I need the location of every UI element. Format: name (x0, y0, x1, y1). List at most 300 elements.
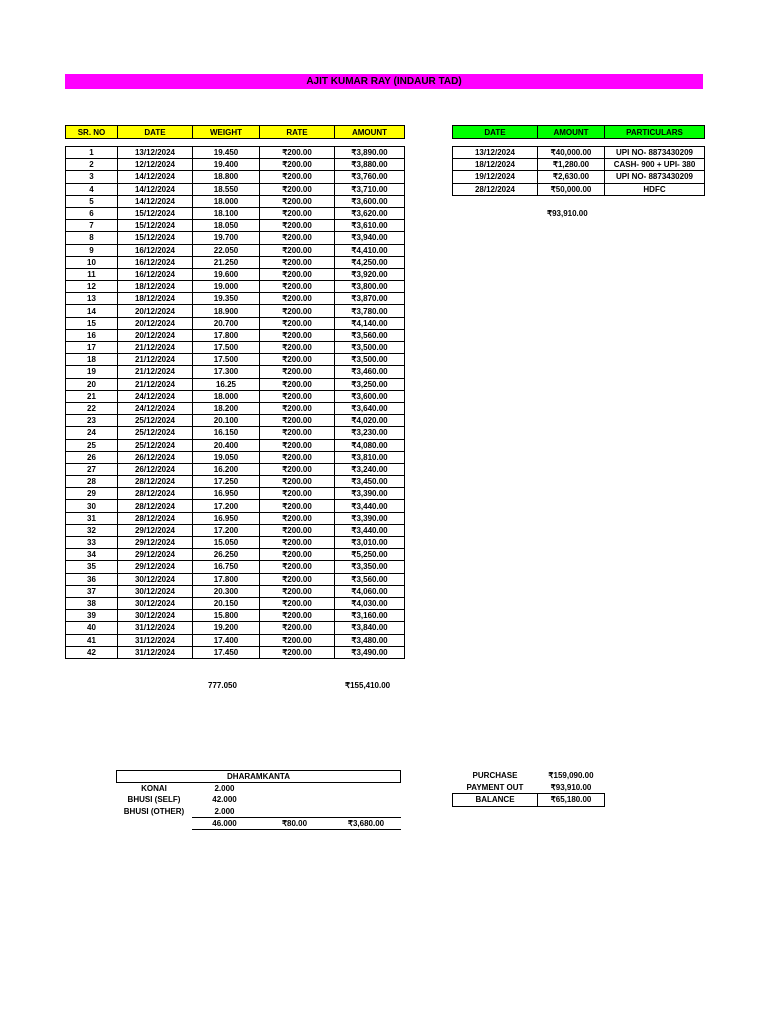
weight-cell: 17.200 (193, 500, 260, 512)
date-cell: 30/12/2024 (118, 573, 193, 585)
balance-value: ₹65,180.00 (538, 794, 605, 807)
rate-cell: ₹200.00 (260, 232, 335, 244)
amount-cell: ₹3,240.00 (335, 463, 405, 475)
rate-cell: ₹200.00 (260, 281, 335, 293)
dharamkanta-table (116, 770, 401, 830)
weight-cell: 17.500 (193, 342, 260, 354)
rate-cell: ₹200.00 (260, 427, 335, 439)
table-row (66, 183, 405, 195)
table-row (66, 232, 405, 244)
pay-date-cell: 28/12/2024 (453, 183, 538, 195)
total-amount: ₹155,410.00 (345, 681, 391, 690)
pay-date-cell: 18/12/2024 (453, 159, 538, 171)
date-cell: 24/12/2024 (118, 390, 193, 402)
header-sr-no: SR. NO (66, 126, 118, 139)
amount-cell: ₹3,440.00 (335, 500, 405, 512)
sr-no-cell: 17 (66, 342, 118, 354)
amount-cell: ₹4,030.00 (335, 597, 405, 609)
amount-cell: ₹3,250.00 (335, 378, 405, 390)
sr-no-cell: 35 (66, 561, 118, 573)
sr-no-cell: 30 (66, 500, 118, 512)
weight-cell: 17.500 (193, 354, 260, 366)
amount-cell: ₹3,640.00 (335, 402, 405, 414)
weight-cell: 16.950 (193, 512, 260, 524)
table-row (66, 512, 405, 524)
amount-cell: ₹3,800.00 (335, 281, 405, 293)
amount-cell: ₹4,060.00 (335, 585, 405, 597)
sr-no-cell: 34 (66, 549, 118, 561)
table-row (66, 256, 405, 268)
sr-no-cell: 15 (66, 317, 118, 329)
sr-no-cell: 16 (66, 329, 118, 341)
header-date: DATE (118, 126, 193, 139)
date-cell: 21/12/2024 (118, 366, 193, 378)
amount-cell: ₹3,390.00 (335, 488, 405, 500)
weight-cell: 26.250 (193, 549, 260, 561)
sr-no-cell: 20 (66, 378, 118, 390)
weight-cell: 20.300 (193, 585, 260, 597)
table-row (66, 561, 405, 573)
weight-cell: 15.800 (193, 610, 260, 622)
date-cell: 14/12/2024 (118, 183, 193, 195)
rate-cell: ₹200.00 (260, 561, 335, 573)
sr-no-cell: 31 (66, 512, 118, 524)
amount-cell: ₹3,810.00 (335, 451, 405, 463)
rate-cell: ₹200.00 (260, 390, 335, 402)
amount-cell: ₹3,500.00 (335, 342, 405, 354)
date-cell: 15/12/2024 (118, 220, 193, 232)
weight-cell: 19.400 (193, 159, 260, 171)
weight-cell: 19.350 (193, 293, 260, 305)
payment-row (453, 171, 705, 183)
table-row (66, 220, 405, 232)
weight-cell: 19.200 (193, 622, 260, 634)
table-row (66, 573, 405, 585)
sr-no-cell: 41 (66, 634, 118, 646)
table-row (66, 463, 405, 475)
dk-total: 46.000 (192, 817, 258, 829)
rate-cell: ₹200.00 (260, 159, 335, 171)
table-row (66, 622, 405, 634)
date-cell: 18/12/2024 (118, 281, 193, 293)
total-weight: 777.050 (208, 681, 237, 690)
date-cell: 26/12/2024 (118, 463, 193, 475)
date-cell: 29/12/2024 (118, 549, 193, 561)
rate-cell: ₹200.00 (260, 500, 335, 512)
dk-value: 2.000 (214, 806, 235, 816)
pay-particulars-cell: HDFC (605, 183, 705, 195)
weight-cell: 19.600 (193, 268, 260, 280)
sr-no-cell: 3 (66, 171, 118, 183)
sr-no-cell: 4 (66, 183, 118, 195)
amount-cell: ₹4,080.00 (335, 439, 405, 451)
rate-cell: ₹200.00 (260, 451, 335, 463)
weight-cell: 20.700 (193, 317, 260, 329)
rate-cell: ₹200.00 (260, 342, 335, 354)
date-cell: 21/12/2024 (118, 378, 193, 390)
weight-cell: 18.050 (193, 220, 260, 232)
weight-cell: 17.200 (193, 524, 260, 536)
weight-cell: 17.800 (193, 329, 260, 341)
dk-amount: ₹3,680.00 (332, 817, 401, 829)
sr-no-cell: 21 (66, 390, 118, 402)
sr-no-cell: 33 (66, 537, 118, 549)
pay-header-particulars: PARTICULARS (605, 126, 705, 139)
sr-no-cell: 8 (66, 232, 118, 244)
rate-cell: ₹200.00 (260, 256, 335, 268)
sr-no-cell: 6 (66, 207, 118, 219)
date-cell: 28/12/2024 (118, 476, 193, 488)
date-cell: 12/12/2024 (118, 159, 193, 171)
sr-no-cell: 12 (66, 281, 118, 293)
date-cell: 16/12/2024 (118, 244, 193, 256)
dk-label: BHUSI (OTHER) (123, 806, 185, 816)
amount-cell: ₹3,940.00 (335, 232, 405, 244)
balance-label: BALANCE (453, 794, 538, 807)
weight-cell: 17.250 (193, 476, 260, 488)
date-cell: 25/12/2024 (118, 427, 193, 439)
rate-cell: ₹200.00 (260, 537, 335, 549)
rate-cell: ₹200.00 (260, 366, 335, 378)
rate-cell: ₹200.00 (260, 220, 335, 232)
table-row (66, 244, 405, 256)
sr-no-cell: 36 (66, 573, 118, 585)
date-cell: 16/12/2024 (118, 256, 193, 268)
table-row (66, 281, 405, 293)
sr-no-cell: 18 (66, 354, 118, 366)
table-row (66, 427, 405, 439)
date-cell: 31/12/2024 (118, 646, 193, 658)
pay-amount-cell: ₹1,280.00 (538, 159, 605, 171)
weight-cell: 18.000 (193, 390, 260, 402)
weight-cell: 19.050 (193, 451, 260, 463)
weight-cell: 19.700 (193, 232, 260, 244)
pay-amount-cell: ₹2,630.00 (538, 171, 605, 183)
date-cell: 28/12/2024 (118, 488, 193, 500)
table-row (66, 597, 405, 609)
pay-amount-cell: ₹50,000.00 (538, 183, 605, 195)
payment-row (453, 183, 705, 195)
date-cell: 20/12/2024 (118, 305, 193, 317)
amount-cell: ₹3,230.00 (335, 427, 405, 439)
amount-cell: ₹3,480.00 (335, 634, 405, 646)
sr-no-cell: 32 (66, 524, 118, 536)
date-cell: 21/12/2024 (118, 354, 193, 366)
dk-label: BHUSI (SELF) (127, 795, 181, 805)
table-row (66, 646, 405, 658)
payments-table-header (452, 125, 705, 139)
weight-cell: 17.300 (193, 366, 260, 378)
rate-cell: ₹200.00 (260, 378, 335, 390)
rate-cell: ₹200.00 (260, 634, 335, 646)
rate-cell: ₹200.00 (260, 171, 335, 183)
table-row (66, 476, 405, 488)
weight-cell: 17.400 (193, 634, 260, 646)
rate-cell: ₹200.00 (260, 549, 335, 561)
weight-cell: 16.200 (193, 463, 260, 475)
table-row (66, 293, 405, 305)
amount-cell: ₹3,920.00 (335, 268, 405, 280)
table-row (66, 451, 405, 463)
purchase-table (65, 146, 405, 659)
sr-no-cell: 39 (66, 610, 118, 622)
dk-value: 2.000 (214, 784, 235, 794)
weight-cell: 16.150 (193, 427, 260, 439)
weight-cell: 22.050 (193, 244, 260, 256)
amount-cell: ₹3,450.00 (335, 476, 405, 488)
dk-value: 42.000 (212, 795, 237, 805)
amount-cell: ₹4,140.00 (335, 317, 405, 329)
rate-cell: ₹200.00 (260, 524, 335, 536)
date-cell: 14/12/2024 (118, 171, 193, 183)
weight-cell: 20.400 (193, 439, 260, 451)
header-weight: WEIGHT (193, 126, 260, 139)
sr-no-cell: 11 (66, 268, 118, 280)
amount-cell: ₹3,560.00 (335, 573, 405, 585)
payment-out-value: ₹93,910.00 (550, 782, 592, 792)
weight-cell: 18.100 (193, 207, 260, 219)
pay-amount-cell: ₹40,000.00 (538, 147, 605, 159)
weight-cell: 16.950 (193, 488, 260, 500)
purchase-value: ₹159,090.00 (548, 771, 594, 781)
amount-cell: ₹3,350.00 (335, 561, 405, 573)
table-row (66, 317, 405, 329)
date-cell: 21/12/2024 (118, 342, 193, 354)
sr-no-cell: 22 (66, 402, 118, 414)
sr-no-cell: 37 (66, 585, 118, 597)
amount-cell: ₹3,600.00 (335, 195, 405, 207)
table-row (66, 354, 405, 366)
date-cell: 16/12/2024 (118, 268, 193, 280)
date-cell: 20/12/2024 (118, 317, 193, 329)
date-cell: 30/12/2024 (118, 597, 193, 609)
date-cell: 31/12/2024 (118, 634, 193, 646)
pay-header-date: DATE (453, 126, 538, 139)
rate-cell: ₹200.00 (260, 402, 335, 414)
table-row (66, 500, 405, 512)
date-cell: 24/12/2024 (118, 402, 193, 414)
table-row (66, 488, 405, 500)
amount-cell: ₹3,890.00 (335, 147, 405, 159)
sr-no-cell: 5 (66, 195, 118, 207)
table-row (66, 402, 405, 414)
payment-row (453, 147, 705, 159)
payment-row (453, 159, 705, 171)
rate-cell: ₹200.00 (260, 585, 335, 597)
weight-cell: 15.050 (193, 537, 260, 549)
date-cell: 28/12/2024 (118, 512, 193, 524)
weight-cell: 20.150 (193, 597, 260, 609)
date-cell: 26/12/2024 (118, 451, 193, 463)
table-row (66, 524, 405, 536)
sr-no-cell: 10 (66, 256, 118, 268)
amount-cell: ₹4,410.00 (335, 244, 405, 256)
rate-cell: ₹200.00 (260, 268, 335, 280)
rate-cell: ₹200.00 (260, 597, 335, 609)
weight-cell: 19.000 (193, 281, 260, 293)
weight-cell: 17.450 (193, 646, 260, 658)
amount-cell: ₹3,560.00 (335, 329, 405, 341)
amount-cell: ₹3,620.00 (335, 207, 405, 219)
amount-cell: ₹3,870.00 (335, 293, 405, 305)
date-cell: 30/12/2024 (118, 585, 193, 597)
amount-cell: ₹3,460.00 (335, 366, 405, 378)
amount-cell: ₹3,880.00 (335, 159, 405, 171)
table-row (66, 171, 405, 183)
pay-particulars-cell: UPI NO- 8873430209 (605, 147, 705, 159)
amount-cell: ₹3,760.00 (335, 171, 405, 183)
table-row (66, 610, 405, 622)
date-cell: 15/12/2024 (118, 207, 193, 219)
table-row (66, 390, 405, 402)
date-cell: 31/12/2024 (118, 622, 193, 634)
rate-cell: ₹200.00 (260, 622, 335, 634)
table-row (66, 207, 405, 219)
table-row (66, 147, 405, 159)
dk-label: KONAI (141, 784, 167, 794)
payment-out-label: PAYMENT OUT (466, 782, 524, 792)
dharamkanta-title: DHARAMKANTA (117, 771, 401, 783)
table-row (66, 329, 405, 341)
table-row (66, 415, 405, 427)
amount-cell: ₹3,440.00 (335, 524, 405, 536)
rate-cell: ₹200.00 (260, 488, 335, 500)
date-cell: 28/12/2024 (118, 500, 193, 512)
weight-cell: 18.900 (193, 305, 260, 317)
date-cell: 25/12/2024 (118, 439, 193, 451)
pay-particulars-cell: CASH- 900 + UPI- 380 (605, 159, 705, 171)
rate-cell: ₹200.00 (260, 476, 335, 488)
weight-cell: 18.000 (193, 195, 260, 207)
amount-cell: ₹3,600.00 (335, 390, 405, 402)
pay-header-amount: AMOUNT (538, 126, 605, 139)
sr-no-cell: 26 (66, 451, 118, 463)
sr-no-cell: 25 (66, 439, 118, 451)
weight-cell: 21.250 (193, 256, 260, 268)
rate-cell: ₹200.00 (260, 147, 335, 159)
rate-cell: ₹200.00 (260, 463, 335, 475)
date-cell: 18/12/2024 (118, 293, 193, 305)
amount-cell: ₹3,490.00 (335, 646, 405, 658)
sr-no-cell: 9 (66, 244, 118, 256)
pay-particulars-cell: UPI NO- 8873430209 (605, 171, 705, 183)
sr-no-cell: 19 (66, 366, 118, 378)
amount-cell: ₹5,250.00 (335, 549, 405, 561)
purchase-label: PURCHASE (472, 771, 518, 781)
amount-cell: ₹3,010.00 (335, 537, 405, 549)
sr-no-cell: 40 (66, 622, 118, 634)
table-row (66, 549, 405, 561)
weight-cell: 18.200 (193, 402, 260, 414)
pay-date-cell: 13/12/2024 (453, 147, 538, 159)
sr-no-cell: 2 (66, 159, 118, 171)
amount-cell: ₹3,840.00 (335, 622, 405, 634)
purchase-table-header (65, 125, 405, 139)
weight-cell: 20.100 (193, 415, 260, 427)
table-row (66, 342, 405, 354)
table-row (66, 366, 405, 378)
table-row (66, 305, 405, 317)
weight-cell: 16.750 (193, 561, 260, 573)
weight-cell: 19.450 (193, 147, 260, 159)
date-cell: 20/12/2024 (118, 329, 193, 341)
rate-cell: ₹200.00 (260, 207, 335, 219)
date-cell: 14/12/2024 (118, 195, 193, 207)
sr-no-cell: 13 (66, 293, 118, 305)
payments-table (452, 146, 705, 196)
sr-no-cell: 28 (66, 476, 118, 488)
sr-no-cell: 27 (66, 463, 118, 475)
sr-no-cell: 14 (66, 305, 118, 317)
dk-rate: ₹80.00 (258, 817, 332, 829)
amount-cell: ₹3,710.00 (335, 183, 405, 195)
rate-cell: ₹200.00 (260, 646, 335, 658)
amount-cell: ₹3,390.00 (335, 512, 405, 524)
date-cell: 29/12/2024 (118, 524, 193, 536)
weight-cell: 18.550 (193, 183, 260, 195)
header-amount: AMOUNT (335, 126, 405, 139)
rate-cell: ₹200.00 (260, 512, 335, 524)
date-cell: 25/12/2024 (118, 415, 193, 427)
sr-no-cell: 42 (66, 646, 118, 658)
sr-no-cell: 29 (66, 488, 118, 500)
sr-no-cell: 24 (66, 427, 118, 439)
table-row (66, 537, 405, 549)
amount-cell: ₹3,160.00 (335, 610, 405, 622)
table-row (66, 159, 405, 171)
sheet-title: AJIT KUMAR RAY (INDAUR TAD) (65, 74, 703, 89)
weight-cell: 16.25 (193, 378, 260, 390)
rate-cell: ₹200.00 (260, 195, 335, 207)
table-row (66, 439, 405, 451)
date-cell: 30/12/2024 (118, 610, 193, 622)
table-row (66, 378, 405, 390)
rate-cell: ₹200.00 (260, 305, 335, 317)
weight-cell: 17.800 (193, 573, 260, 585)
date-cell: 29/12/2024 (118, 537, 193, 549)
sr-no-cell: 7 (66, 220, 118, 232)
rate-cell: ₹200.00 (260, 317, 335, 329)
rate-cell: ₹200.00 (260, 293, 335, 305)
amount-cell: ₹4,250.00 (335, 256, 405, 268)
table-row (66, 634, 405, 646)
pay-date-cell: 19/12/2024 (453, 171, 538, 183)
rate-cell: ₹200.00 (260, 439, 335, 451)
sr-no-cell: 38 (66, 597, 118, 609)
amount-cell: ₹3,780.00 (335, 305, 405, 317)
amount-cell: ₹3,500.00 (335, 354, 405, 366)
date-cell: 13/12/2024 (118, 147, 193, 159)
amount-cell: ₹3,610.00 (335, 220, 405, 232)
rate-cell: ₹200.00 (260, 415, 335, 427)
date-cell: 29/12/2024 (118, 561, 193, 573)
sr-no-cell: 23 (66, 415, 118, 427)
summary-table (452, 770, 605, 807)
rate-cell: ₹200.00 (260, 610, 335, 622)
rate-cell: ₹200.00 (260, 244, 335, 256)
table-row (66, 268, 405, 280)
rate-cell: ₹200.00 (260, 329, 335, 341)
header-rate: RATE (260, 126, 335, 139)
rate-cell: ₹200.00 (260, 354, 335, 366)
weight-cell: 18.800 (193, 171, 260, 183)
sr-no-cell: 1 (66, 147, 118, 159)
rate-cell: ₹200.00 (260, 183, 335, 195)
date-cell: 15/12/2024 (118, 232, 193, 244)
amount-cell: ₹4,020.00 (335, 415, 405, 427)
table-row (66, 195, 405, 207)
table-row (66, 585, 405, 597)
